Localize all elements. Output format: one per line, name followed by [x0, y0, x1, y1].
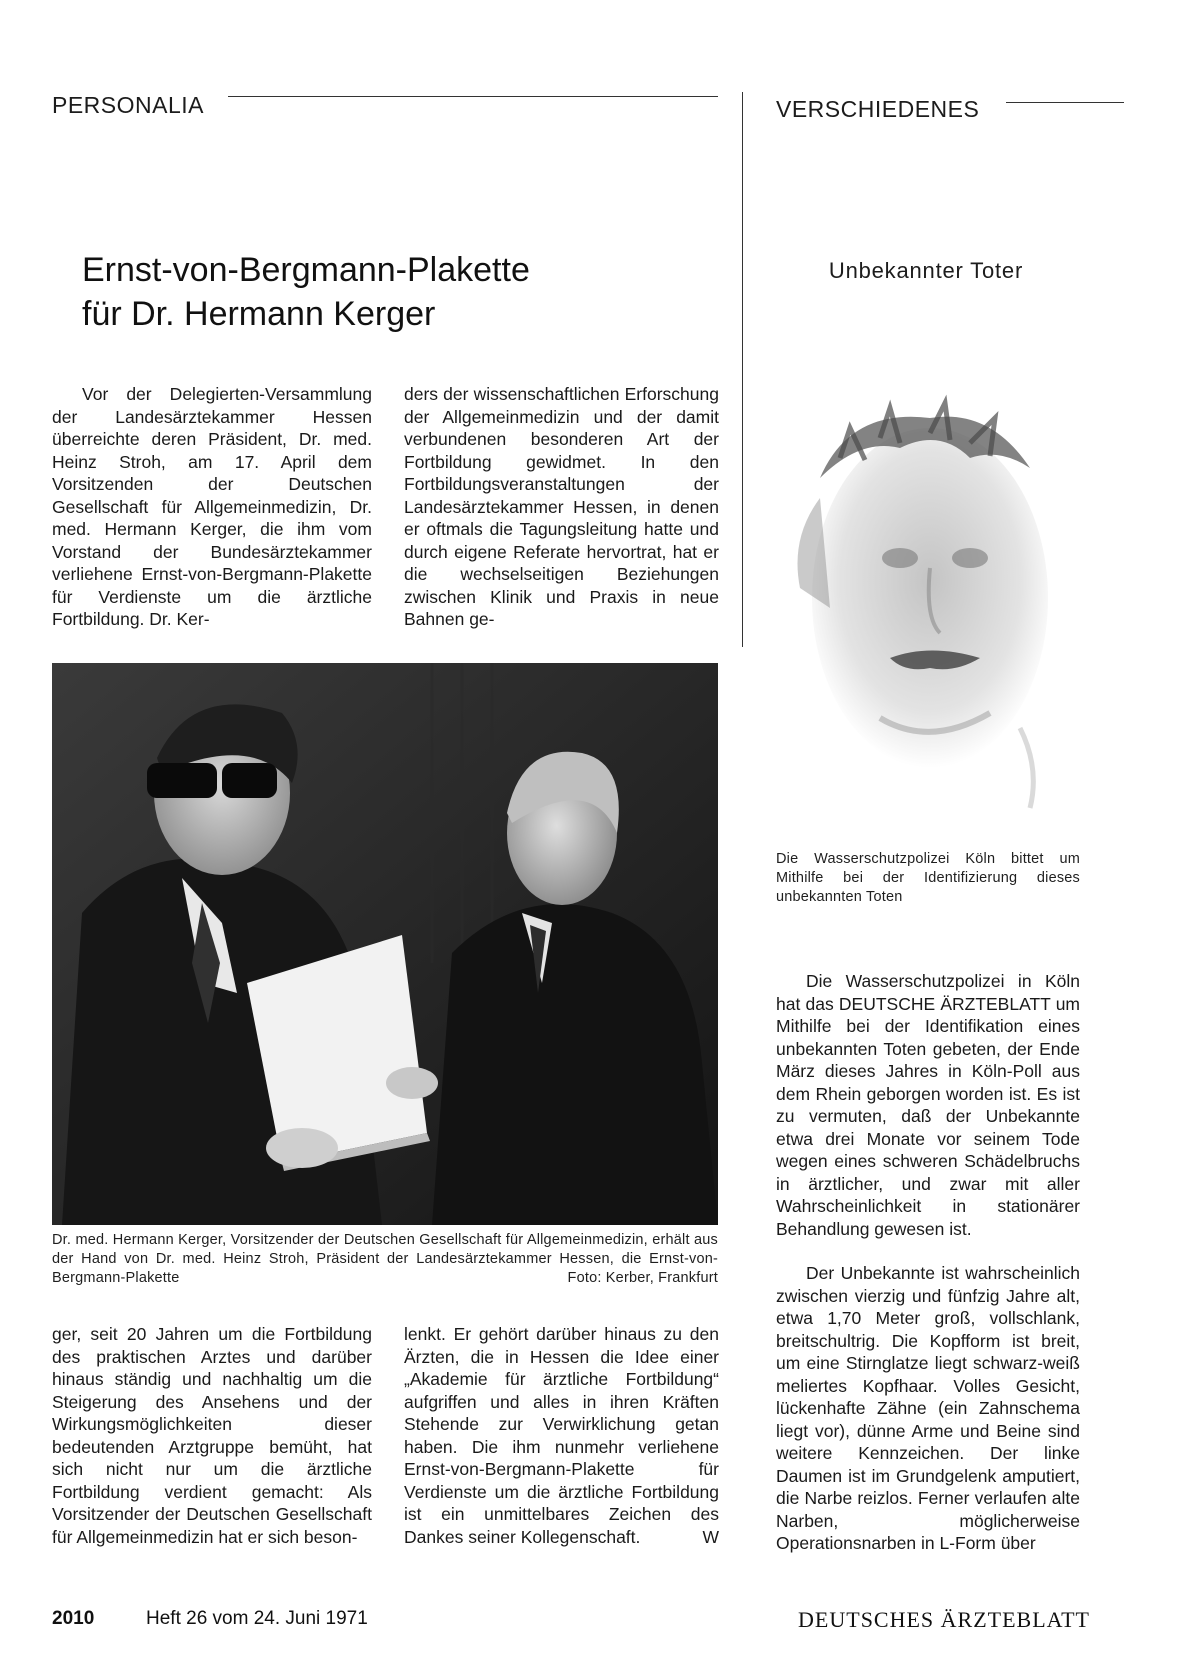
publication-masthead: DEUTSCHES ÄRZTEBLATT	[798, 1607, 1090, 1632]
header-rule-right	[1006, 102, 1124, 103]
article-column-1-bottom	[52, 1323, 372, 1548]
award-photo-image	[52, 663, 718, 1225]
section-label-personalia: PERSONALIA	[52, 92, 204, 118]
article-column-2-bottom	[404, 1323, 719, 1548]
article-paragraph	[404, 1323, 719, 1548]
section-label-verschiedenes: VERSCHIEDENES	[776, 96, 980, 122]
sidebar-paragraph-1: Die Wasserschutzpolizei in Köln hat das DEUTSCHE ÄRZTEBLATT um Mithilfe bei der Identifikation eines unbekannten Toten gebeten, der Ende März dieses Jahres in Köln-Poll aus dem Rhein geborgen worden ist. Es ist zu vermuten, daß der Unbekannte etwa drei Monate vor seinem Tode wegen eines schweren Schädelbruchs in ärztlicher, und zwar mit aller Wahrscheinlichkeit in stationärer Behandlung gewesen ist.	[776, 971, 1080, 1239]
article-column-2-top	[404, 383, 719, 631]
unknown-person-caption: Die Wasserschutzpolizei Köln bittet um Mithilfe bei der Identifizierung dieses unbekannten Toten	[776, 851, 1080, 905]
sidebar-paragraph-2: Der Unbekannte ist wahrscheinlich zwischen vierzig und fünfzig Jahre alt, etwa 1,70 Meter groß, vollschlank, breitschultrig. Die Kopfform ist breit, um eine Stirnglatze liegt schwarz-weiß meliertes Kopfhaar. Volles Gesicht, lückenhafte Zähne (ein Zahnschema liegt vor), dünne Arme und Beine sind weitere Kennzeichen. Der linke Daumen ist im Grundgelenk amputiert, die Narbe reizlos. Ferner verlaufen alte Narben, möglicherweise Operationsnarben in L-Form über	[776, 1263, 1080, 1553]
award-photo-caption-text: Dr. med. Hermann Kerger, Vorsitzender der Deutschen Gesellschaft für Allgemeinmedizin, erhält aus der Hand von Dr. med. Heinz Stroh, Präsident der Landesärztekammer Hessen, die Ernst-von-Bergmann-Plakette	[52, 1232, 718, 1286]
author-signature: W	[702, 1526, 719, 1547]
article-paragraph-text: lenkt. Er gehört darüber hinaus zu den Ärzten, die in Hessen die Idee einer „Akademie für ärztliche Fortbildung“ aufgriffen und alles in ihren Kräften Stehende zur Verwirklichung getan haben. Die ihm nunmehr verliehene Ernst-von-Bergmann-Plakette für Verdienste um die ärztliche Fortbildung ist ein unmittelbares Zeichen des Dankes seiner Kollegenschaft.	[404, 1324, 719, 1547]
sidebar-article-body	[776, 970, 1080, 1555]
award-photo	[52, 663, 718, 1225]
article-paragraph: ger, seit 20 Jahren um die Fortbildung des praktischen Arztes und darüber hinaus ständig und nachhaltig um die Steigerung des Ansehens und der Wirkungsmöglichkeiten dieser bedeutenden Arztgruppe bemüht, hat sich nicht nur um die ärztliche Fortbildung verdient gemacht: Als Vorsitzender der Deutschen Gesellschaft für Allgemeinmedizin hat er sich beson-	[52, 1324, 372, 1547]
header-rule-left	[228, 96, 718, 97]
issue-info: Heft 26 vom 24. Juni 1971	[146, 1608, 368, 1629]
article-column-1-top	[52, 383, 372, 631]
page-number: 2010	[52, 1608, 95, 1629]
sidebar-article-title: Unbekannter Toter	[828, 258, 1024, 283]
unknown-person-photo	[780, 388, 1070, 843]
unknown-person-photo-image	[780, 388, 1070, 843]
article-title-line2: für Dr. Hermann Kerger	[82, 295, 436, 333]
article-title-line1: Ernst-von-Bergmann-Plakette	[82, 251, 530, 289]
award-photo-caption	[52, 1231, 718, 1288]
column-divider	[742, 92, 743, 647]
article-paragraph: Vor der Delegierten-Versammlung der Landesärztekammer Hessen überreichte deren Präsident, Dr. med. Heinz Stroh, am 17. April dem Vorsitzenden der Deutschen Gesellschaft für Allgemeinmedizin, Dr. med. Hermann Kerger, die ihm vom Vorstand der Bundesärztekammer verliehene Ernst-von-Bergmann-Plakette für Verdienste um die ärztliche Fortbildung. Dr. Ker-	[52, 384, 372, 629]
article-paragraph: ders der wissenschaftlichen Erforschung der Allgemeinmedizin und der damit verbundenen besonderen Art der Fortbildung gewidmet. In den Fortbildungsveranstaltungen der Landesärztekammer Hessen, in denen er oftmals die Tagungsleitung hatte und durch eigene Referate hervortrat, hat er die wechselseitigen Beziehungen zwischen Klinik und Praxis in neue Bahnen ge-	[404, 384, 719, 629]
photo-credit: Foto: Kerber, Frankfurt	[567, 1270, 718, 1286]
